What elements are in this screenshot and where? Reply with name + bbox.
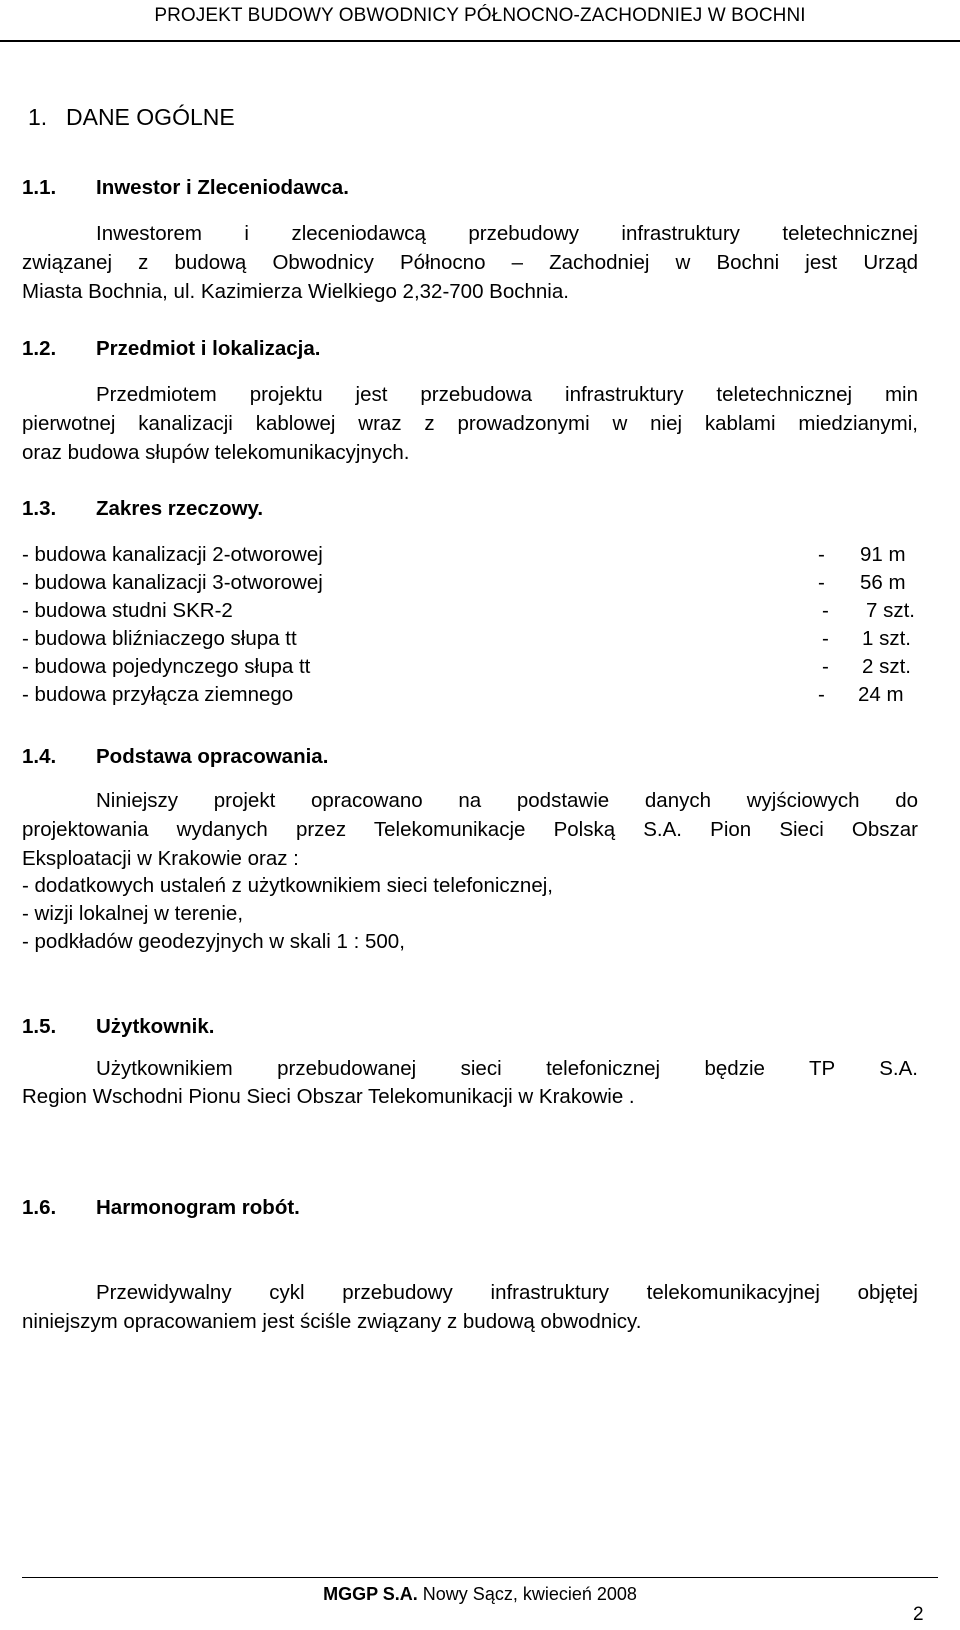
scope-item-value: 1 szt. [862,627,911,650]
scope-item-label: - budowa bliźniaczego słupa tt [22,627,297,650]
section-1-4-line: projektowania wydanych przez Telekomunikacje Polską S.A. Pion Sieci Obszar [22,818,918,841]
section-1-1-number: 1.1. [22,176,57,199]
page-number: 2 [913,1604,924,1625]
scope-item-label: - budowa kanalizacji 2-otworowej [22,543,323,566]
section-1-4-line: - wizji lokalnej w terenie, [22,902,244,925]
section-1-5-title: Użytkownik. [96,1015,215,1038]
scope-item-value: 2 szt. [862,655,911,678]
section-1-5-line: Użytkownikiem przebudowanej sieci telefonicznej będzie TP S.A. [96,1057,918,1080]
section-1-1-line: związanej z budową Obwodnicy Północno – Zachodniej w Bochni jest Urząd [22,251,918,274]
scope-item-dash: - [818,543,825,566]
section-1-2-number: 1.2. [22,337,57,360]
section-1-5-number: 1.5. [22,1015,57,1038]
scope-item-value: 24 m [858,683,904,706]
scope-item-dash: - [822,627,829,650]
section-1-6-number: 1.6. [22,1196,57,1219]
section-1-1-line: Inwestorem i zleceniodawcą przebudowy infrastruktury teletechnicznej [96,222,918,245]
chapter-number: 1. [28,104,48,130]
scope-item-value: 7 szt. [866,599,915,622]
section-1-3-title: Zakres rzeczowy. [96,497,264,520]
section-1-2-line: Przedmiotem projektu jest przebudowa infrastruktury teletechnicznej min [96,383,918,406]
scope-item-dash: - [822,599,829,622]
scope-item-label: - budowa kanalizacji 3-otworowej [22,571,323,594]
section-1-6-line: Przewidywalny cykl przebudowy infrastruktury telekomunikacyjnej objętej [96,1281,918,1304]
page-header [0,0,960,42]
section-1-4-line: Eksploatacji w Krakowie oraz : [22,847,299,870]
section-1-5-line: Region Wschodni Pionu Sieci Obszar Telekomunikacji w Krakowie . [22,1085,635,1108]
section-1-3-number: 1.3. [22,497,57,520]
section-1-4-number: 1.4. [22,745,57,768]
section-1-4-title: Podstawa opracowania. [96,745,329,768]
scope-item-label: - budowa pojedynczego słupa tt [22,655,311,678]
scope-item-dash: - [822,655,829,678]
footer-divider [22,1577,938,1578]
page-footer [0,1584,960,1605]
section-1-6-line: niniejszym opracowaniem jest ściśle związany z budową obwodnicy. [22,1310,642,1333]
scope-item-value: 91 m [860,543,906,566]
chapter-title: DANE OGÓLNE [66,104,235,130]
section-1-6-title: Harmonogram robót. [96,1196,300,1219]
footer-company: MGGP S.A. [323,1584,418,1604]
section-1-4-line: - podkładów geodezyjnych w skali 1 : 500, [22,930,405,953]
scope-item-label: - budowa studni SKR-2 [22,599,233,622]
section-1-2-line: oraz budowa słupów telekomunikacyjnych. [22,441,410,464]
section-1-2-line: pierwotnej kanalizacji kablowej wraz z prowadzonymi w niej kablami miedzianymi, [22,412,918,435]
scope-item-value: 56 m [860,571,906,594]
section-1-1-title: Inwestor i Zleceniodawca. [96,176,349,199]
scope-item-dash: - [818,571,825,594]
scope-item-label: - budowa przyłącza ziemnego [22,683,294,706]
header-title: PROJEKT BUDOWY OBWODNICY PÓŁNOCNO-ZACHODNIEJ W BOCHNI [154,5,806,26]
section-1-1-line: Miasta Bochnia, ul. Kazimierza Wielkiego 2,32-700 Bochnia. [22,280,569,303]
section-1-2-title: Przedmiot i lokalizacja. [96,337,321,360]
scope-item-dash: - [818,683,825,706]
section-1-4-line: - dodatkowych ustaleń z użytkownikiem sieci telefonicznej, [22,874,553,897]
footer-place-date: Nowy Sącz, kwiecień 2008 [422,1584,637,1604]
section-1-4-line: Niniejszy projekt opracowano na podstawie danych wyjściowych do [96,789,918,812]
